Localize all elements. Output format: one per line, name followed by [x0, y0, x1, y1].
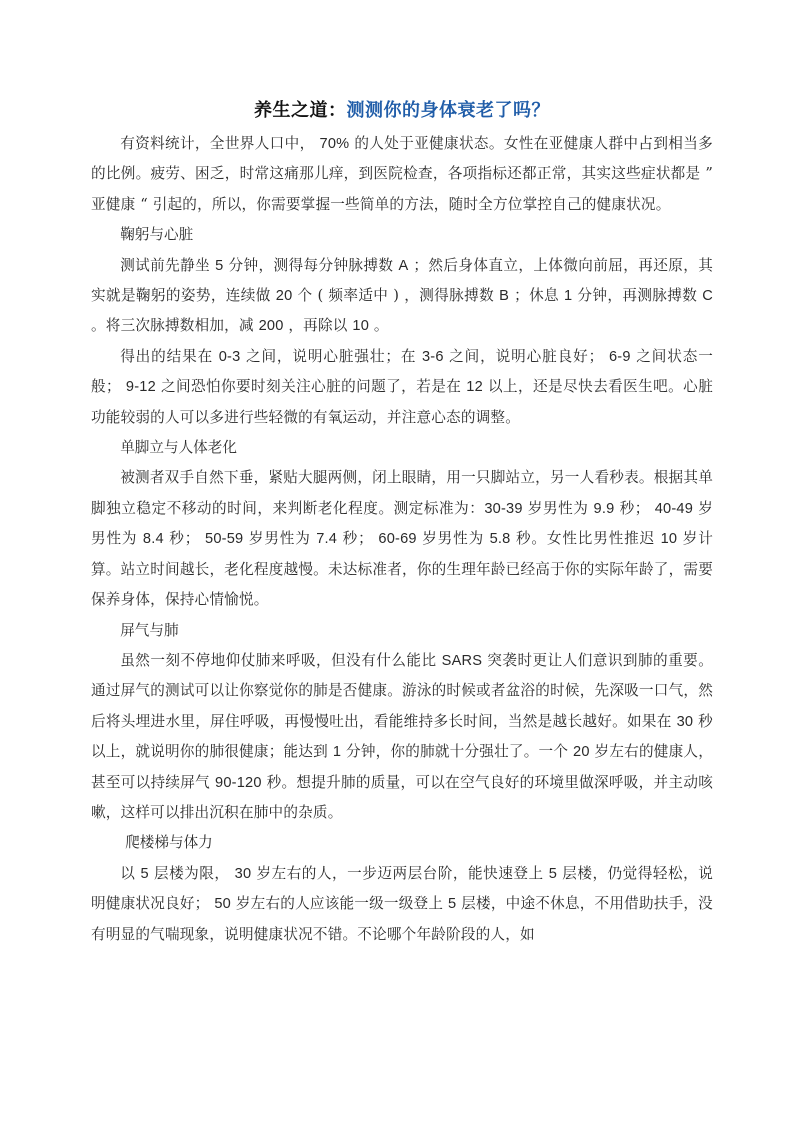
- inline-number: 40-49: [654, 500, 694, 517]
- section-paragraph: 测试前先静坐 5 分钟，测得每分钟脉搏数 A ；然后身体直立，上体微向前屈，再还原，其实就是鞠躬的姿势，连续做 20 个 ( 频率适中 ) ，测得脉搏数 B ；休息 1 分钟，再测脉搏数 C 。将三次脉搏数相加，减 200 ，再除以 10 。: [91, 256, 714, 335]
- inline-number: 12: [466, 379, 483, 396]
- section-heading-stairs-stamina: 爬楼梯与体力: [125, 834, 213, 852]
- title-main: 测测你的身体衰老了吗？: [346, 100, 550, 121]
- section-paragraph: 得出的结果在 0-3 之间，说明心脏强壮；在 3-6 之间，说明心脏良好； 6-9 之间状态一般； 9-12 之间恐怕你要时刻关注心脏的问题了，若是在 12 以上，还是尽快去看医生吧。心脏功能较弱的人可以多进行些轻微的有氧运动，并注意心态的调整。: [91, 347, 713, 426]
- inline-number: 5: [448, 896, 457, 913]
- inline-number: 90-120: [215, 774, 262, 791]
- section-paragraph: 以 5 层楼为限， 30 岁左右的人，一步迈两层台阶，能快速登上 5 层楼，仍觉得轻松，说明健康状况良好； 50 岁左右的人应该能一级一级登上 5 层楼，中途不休息，不用借助扶手，没有明显的气喘现象，说明健康状况不错。不论哪个年龄阶段的人，如: [91, 864, 714, 943]
- inline-number: 1: [564, 288, 573, 305]
- document-page: [91, 96, 713, 950]
- intro-paragraph: 有资料统计，全世界人口中， 70% 的人处于亚健康状态。女性在亚健康人群中占到相当多的比例。疲劳、困乏，时常这痛那儿痒，到医院检查，各项指标还都正常，其实这些症状都是 ” 亚健康 “ 引起的，所以，你需要掌握一些简单的方法，随时全方位掌控自己的健康状况。: [91, 135, 713, 213]
- inline-number: 30: [676, 713, 694, 730]
- title-prefix: 养生之道：: [254, 100, 347, 121]
- inline-number: 9-12: [125, 379, 156, 396]
- section-heading-bow-heart: 鞠躬与心脏: [120, 226, 194, 244]
- inline-number: 20: [573, 744, 590, 761]
- inline-number: 10: [660, 531, 678, 548]
- inline-number: 50-59: [205, 531, 244, 548]
- section-paragraph: 被测者双手自然下垂，紧贴大腿两侧，闭上眼睛，用一只脚站立，另一人看秒表。根据其单脚独立稳定不移动的时间，来判断老化程度。测定标准为：30-39 岁男性为 9.9 秒； 40-49 岁男性为 8.4 秒； 50-59 岁男性为 7.4 秒； 60-69 岁男性为 5.8 秒。女性比男性推迟 10 岁计算。站立时间越长，老化程度越慢。未达标准者，你的生理年龄已经高于你的实际年龄了，需要保养身体，保持心情愉悦。: [91, 469, 714, 609]
- inline-number: 5: [548, 865, 558, 882]
- inline-number: 50: [214, 896, 231, 913]
- section-paragraph: 虽然一刻不停地仰仗肺来呼吸，但没有什么能比 SARS 突袭时更让人们意识到肺的重要。通过屏气的测试可以让你察觉你的肺是否健康。游泳的时候或者盆浴的时候，先深吸一口气，然后将头埋进水里，屏住呼吸，再慢慢吐出，看能维持多长时间，当然是越长越好。如果在 30 秒以上，就说明你的肺很健康；能达到 1 分钟，你的肺就十分强壮了。一个 20 岁左右的健康人，甚至可以持续屏气 90-120 秒。想提升肺的质量，可以在空气良好的环境里做深呼吸，并主动咳嗽，这样可以排出沉积在肺中的杂质。: [91, 651, 714, 821]
- inline-number: 1: [332, 744, 342, 761]
- inline-number: 30-39: [484, 500, 523, 517]
- inline-number: 5.8: [489, 531, 511, 548]
- inline-number: 5: [215, 257, 224, 274]
- inline-number: 5: [140, 865, 149, 882]
- inline-number: 3-6: [421, 348, 444, 365]
- section-heading-breath-lungs: 屏气与肺: [120, 621, 179, 639]
- inline-number: 200: [258, 318, 284, 335]
- inline-number: B: [499, 288, 510, 305]
- inline-number: 60-69: [378, 531, 417, 548]
- inline-number: C: [702, 288, 714, 305]
- inline-number: 70%: [319, 136, 350, 152]
- inline-number: A: [398, 257, 409, 274]
- inline-number: SARS: [441, 652, 483, 669]
- inline-number: 9.9: [593, 500, 615, 517]
- inline-number: 7.4: [316, 531, 338, 548]
- inline-number: 6-9: [608, 348, 631, 365]
- inline-number: 0-3: [218, 348, 241, 365]
- inline-number: 20: [275, 288, 293, 305]
- inline-number: 30: [234, 865, 252, 882]
- inline-number: 10: [352, 318, 370, 335]
- document-title: [91, 96, 713, 126]
- inline-number: 8.4: [142, 531, 164, 548]
- section-heading-one-leg-aging: 单脚立与人体老化: [120, 439, 237, 457]
